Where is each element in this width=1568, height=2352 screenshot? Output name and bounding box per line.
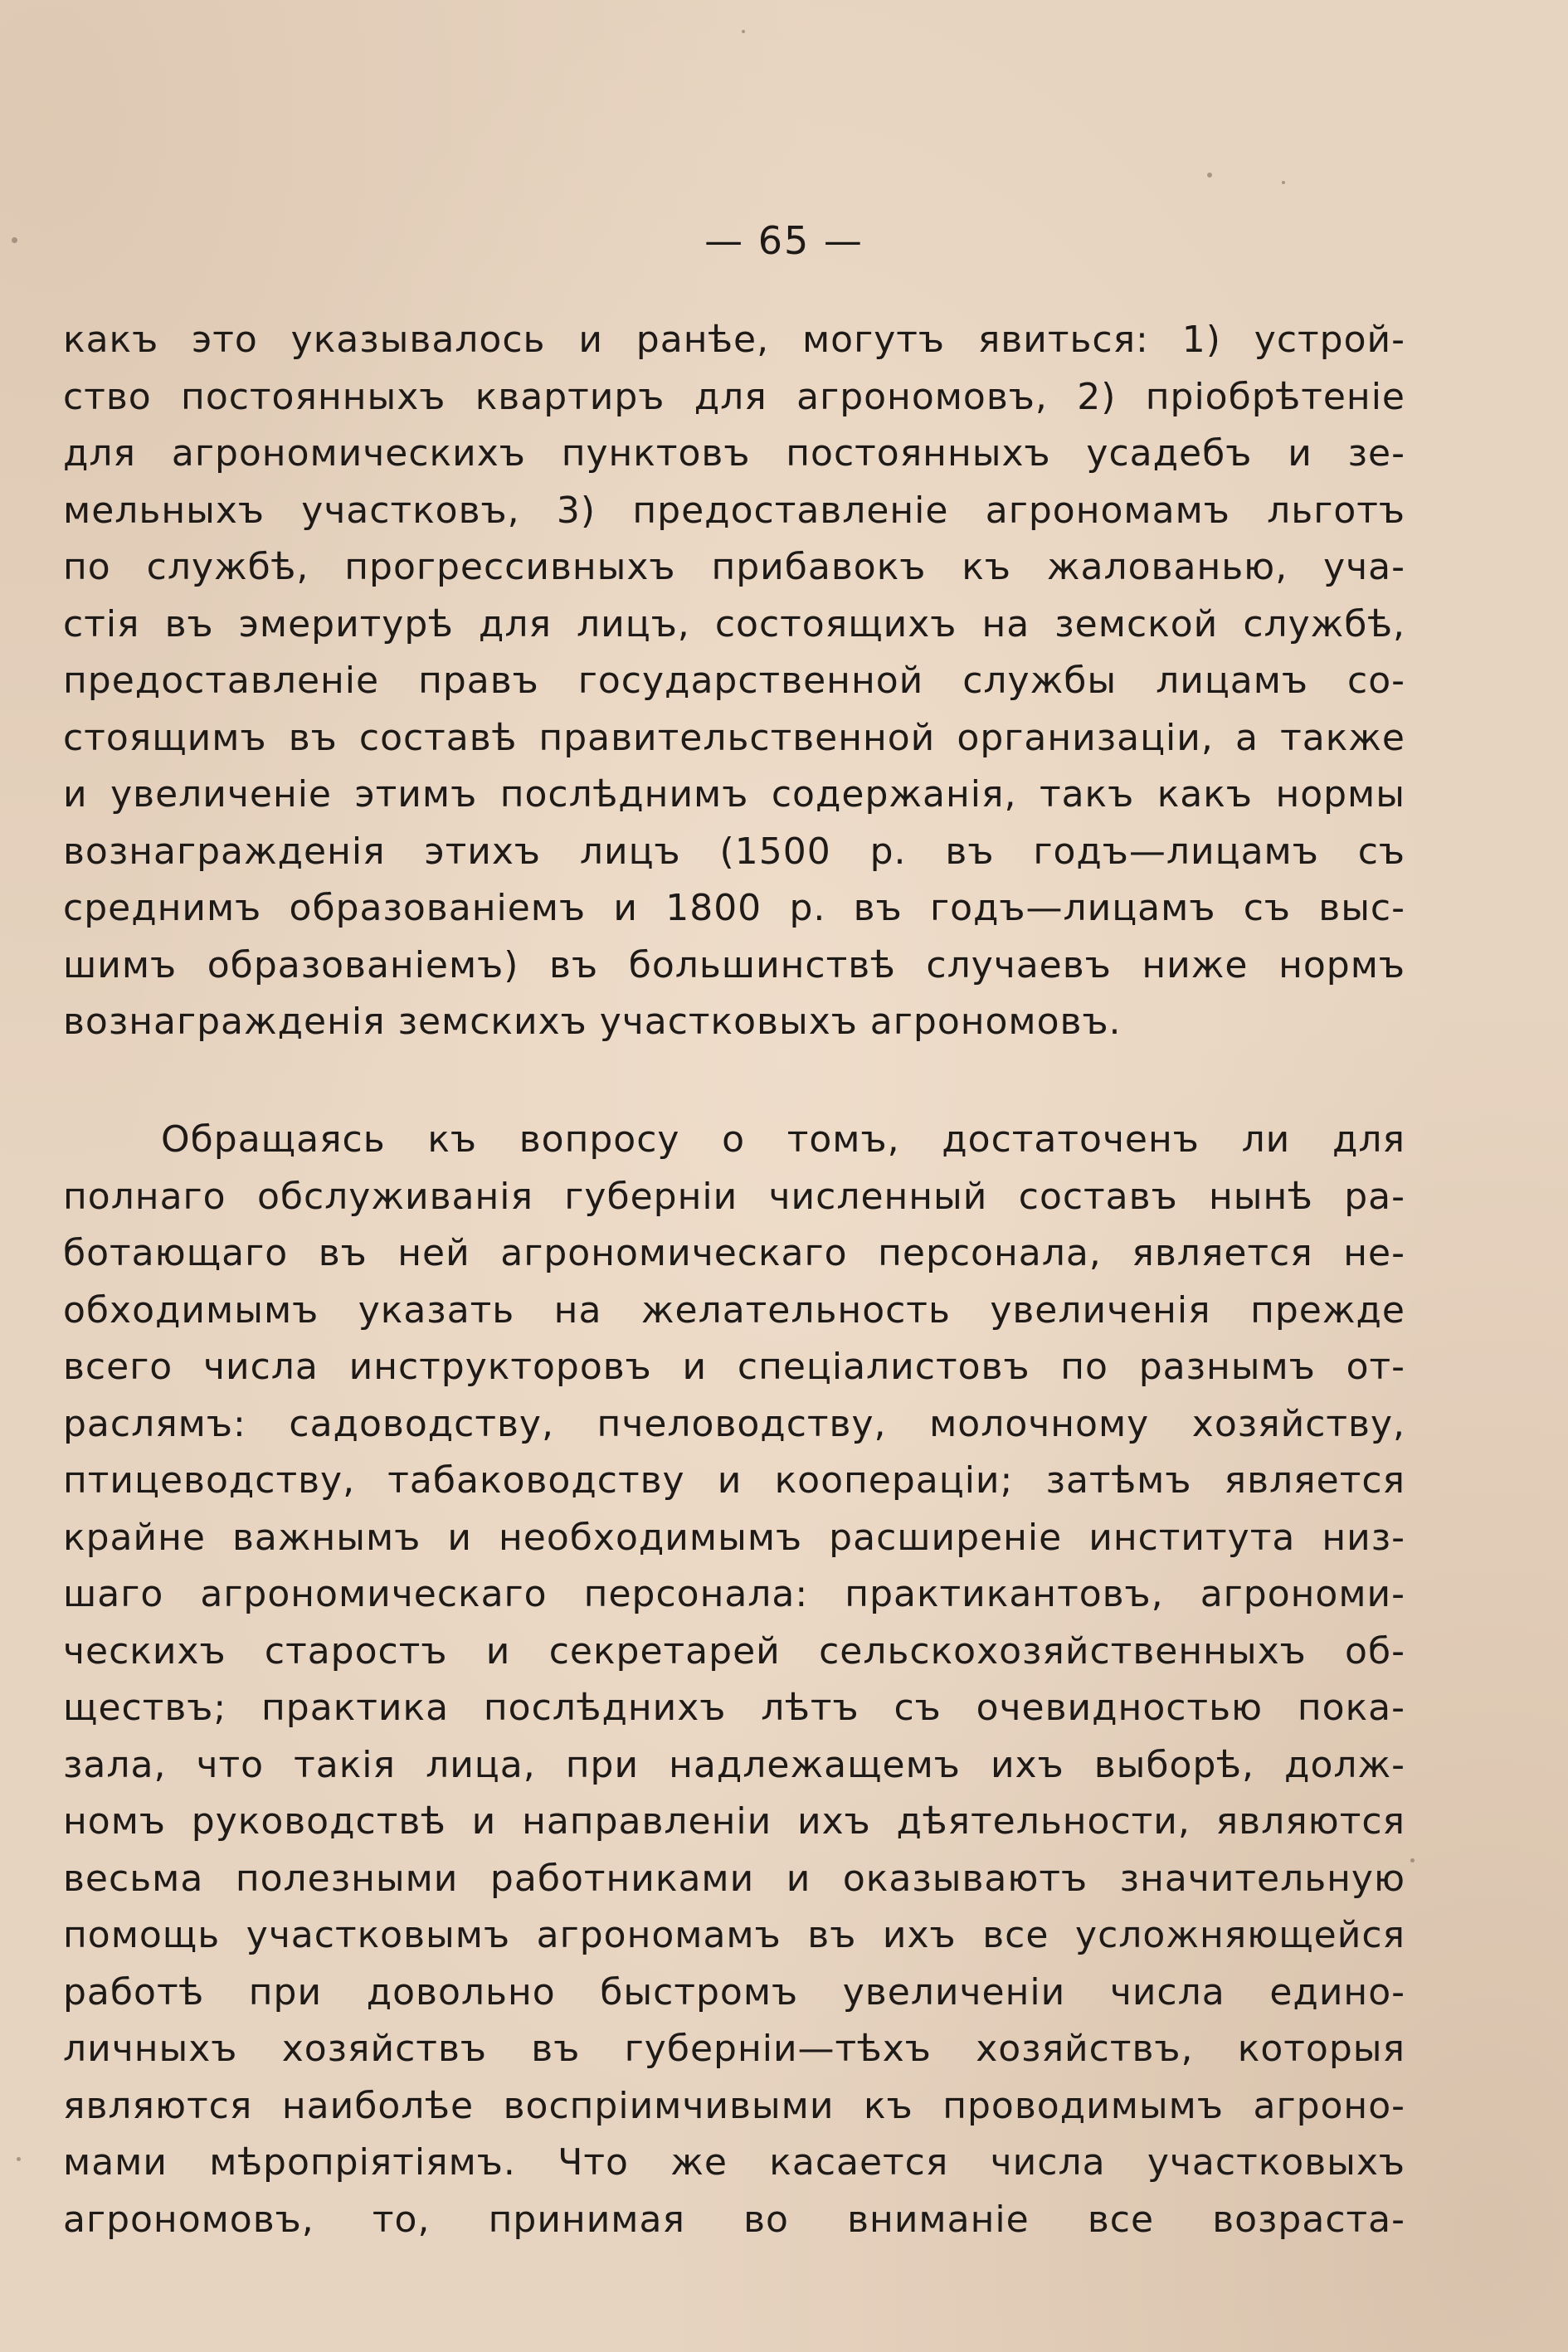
text-line: ществъ; практика послѣднихъ лѣтъ съ очевидностью пока- [63, 1687, 1405, 1729]
text-line: раслямъ: садоводству, пчеловодству, молочному хозяйству, [63, 1402, 1405, 1445]
text-line: и увеличеніе этимъ послѣднимъ содержанія, такъ какъ нормы [63, 773, 1405, 816]
text-line: помощь участковымъ агрономамъ въ ихъ все усложняющейся [63, 1914, 1405, 1956]
paragraph-2 [63, 1112, 1405, 2248]
text-line: какъ это указывалось и ранѣе, могутъ явиться: 1) устрой- [63, 319, 1405, 361]
text-line: работѣ при довольно быстромъ увеличеніи числа едино- [63, 1970, 1405, 2014]
text-line: номъ руководствѣ и направленіи ихъ дѣятельности, являются [63, 1800, 1405, 1843]
text-line: полнаго обслуживанія губерніи численный составъ нынѣ ра- [63, 1175, 1405, 1218]
paper-speck [12, 237, 17, 243]
paper-speck [1410, 1858, 1415, 1863]
text-line: мельныхъ участковъ, 3) предоставленіе агрономамъ льготъ [63, 489, 1405, 532]
text-line: всего числа инструкторовъ и спеціалистовъ по разнымъ от- [63, 1346, 1405, 1388]
paper-speck [1207, 173, 1212, 178]
text-line: шимъ образованіемъ) въ большинствѣ случаевъ ниже нормъ [63, 943, 1405, 986]
text-line: агрономовъ, то, принимая во вниманіе все возраста- [63, 2198, 1405, 2241]
paragraph-1 [63, 312, 1405, 1051]
text-line: для агрономическихъ пунктовъ постоянныхъ усадебъ и зе- [63, 432, 1405, 475]
text-line: Обращаясь къ вопросу о томъ, достаточенъ ли для [161, 1118, 1405, 1161]
text-line: крайне важнымъ и необходимымъ расширеніе института низ- [63, 1516, 1405, 1559]
text-line: ческихъ старостъ и секретарей сельскохозяйственныхъ об- [63, 1629, 1405, 1673]
paper-speck [1282, 181, 1285, 184]
text-line: обходимымъ указать на желательность увеличенія прежде [63, 1288, 1405, 1332]
text-line: весьма полезными работниками и оказываютъ значительную [63, 1857, 1405, 1900]
page-number: — 65 — [704, 218, 864, 263]
text-line: птицеводству, табаководству и коопераціи; затѣмъ является [63, 1459, 1405, 1502]
text-line: стоящимъ въ составѣ правительственной организаціи, а также [63, 716, 1405, 759]
text-line: мами мѣропріятіямъ. Что же касается числа участковыхъ [63, 2141, 1405, 2184]
text-line: являются наиболѣе воспріимчивыми къ проводимымъ агроно- [63, 2084, 1405, 2127]
text-line: шаго агрономическаго персонала: практикантовъ, агрономи- [63, 1573, 1405, 1615]
text-line: ботающаго въ ней агрономическаго персонала, является не- [63, 1232, 1405, 1274]
paper-speck [742, 30, 745, 33]
text-line: среднимъ образованіемъ и 1800 р. въ годъ—лицамъ съ выс- [63, 887, 1405, 929]
text-line: вознагражденія этихъ лицъ (1500 р. въ годъ—лицамъ съ [63, 830, 1405, 873]
text-line: ство постоянныхъ квартиръ для агрономовъ, 2) пріобрѣтеніе [63, 375, 1405, 418]
text-line: зала, что такія лица, при надлежащемъ ихъ выборѣ, долж- [63, 1743, 1405, 1786]
text-line: предоставленіе правъ государственной службы лицамъ со- [63, 660, 1405, 702]
paper-speck [17, 2157, 21, 2161]
text-line: стія въ эмеритурѣ для лицъ, состоящихъ на земской службѣ, [63, 602, 1405, 645]
text-line: по службѣ, прогрессивныхъ прибавокъ къ жалованью, уча- [63, 546, 1405, 588]
text-line: личныхъ хозяйствъ въ губерніи—тѣхъ хозяйствъ, которыя [63, 2028, 1405, 2070]
text-line: вознагражденія земскихъ участковыхъ агрономовъ. [63, 1001, 1122, 1043]
